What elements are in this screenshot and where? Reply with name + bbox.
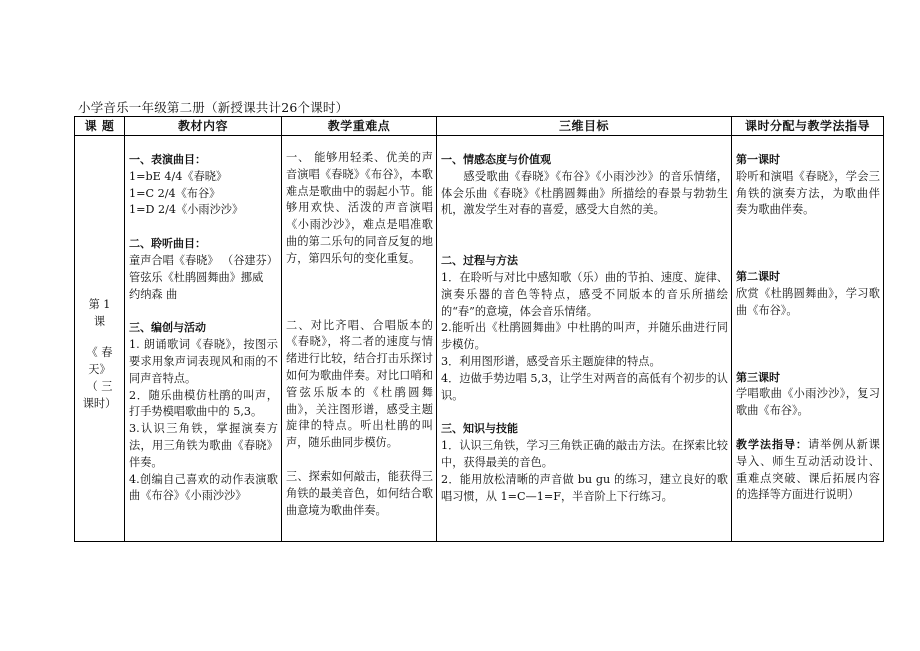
topic-line: 第 1 [88, 298, 111, 311]
objectives-paragraph: 1．认识三角铁，学习三角铁正确的敲击方法。在探索比较中，获得最美的音色。 [441, 439, 728, 469]
key-points-paragraph: 二、对比齐唱、合唱版本的《春晓》，将二者的速度与情绪进行比较，结合打击乐探讨如何为歌曲伴奏。对比口哨和管弦乐版本的《杜鹃圆舞曲》，关注图形谱，感受主题旋律的特点。听出杜鹃的叫声，随乐曲同步模仿。 [286, 318, 433, 450]
objectives-paragraph: 感受歌曲《春晓》《布谷》《小雨沙沙》的音乐情绪，体会乐曲《春晓》《杜鹃圆舞曲》所描绘的春景与勃勃生机，激发学生对春的喜爱，感受大自然的美。 [441, 169, 728, 217]
topic-line: 天》 [88, 363, 111, 376]
topic-line: （ 三 [86, 380, 113, 393]
topic-cell [75, 136, 125, 542]
objectives-paragraph: 3．利用图形谱，感受音乐主题旋律的特点。 [441, 354, 661, 368]
key-points-cell [282, 136, 437, 542]
objectives-paragraph: 4．边做手势边唱 5,3，让学生对两音的高低有个初步的认识。 [441, 371, 728, 402]
content-line: 1=D 2/4《小雨沙沙》 [129, 203, 244, 217]
header-schedule: 课时分配与教学法指导 [732, 117, 884, 136]
topic-line: 课时） [82, 397, 117, 410]
header-key-points: 教学重难点 [282, 117, 437, 136]
header-row [75, 117, 884, 136]
objectives-paragraph: 2．能用放松清晰的声音做 bu gu 的练习，建立良好的歌唱习惯，从 1=C—1=F，半音阶上下行练习。 [441, 472, 728, 503]
content-section-title: 一、表演曲目： [129, 153, 206, 166]
schedule-lesson-text: 欣赏《杜鹃圆舞曲》，学习歌曲《布谷》。 [736, 286, 880, 317]
content-line: 童声合唱《春晓》 （谷建芬） [129, 253, 278, 267]
document-caption: 小学音乐一年级第二册（新授课共计26个课时） [78, 100, 349, 115]
guide-title: 教学法指导： [736, 437, 808, 451]
objectives-section-title: 一、情感态度与价值观 [441, 153, 551, 166]
content-cell [125, 136, 282, 542]
schedule-lesson-title: 第三课时 [736, 370, 780, 384]
key-points-paragraph: 三、探索如何敲击，能获得三角铁的最美音色，如何结合歌曲意境为歌曲伴奏。 [286, 469, 433, 517]
teaching-method-guide [736, 437, 880, 504]
key-points-paragraph: 一、 能够用轻柔、优美的声音演唱《春晓》《布谷》，本歌难点是歌曲中的弱起小节。能够用欢快、活泼的声音演唱《小雨沙沙》，难点是唱准歌曲的第二乐句的同音反复的地方，第四乐句的变化重复。 [286, 151, 433, 265]
content-paragraph: 4.创编自己喜欢的动作表演歌曲《布谷》《小雨沙沙》 [129, 472, 278, 503]
content-paragraph: 2．随乐曲模仿杜鹃的叫声，打手势模唱歌曲中的 5,3。 [129, 388, 278, 419]
schedule-lesson-title: 第一课时 [736, 153, 780, 166]
objectives-paragraph: 1．在聆听与对比中感知歌（乐）曲的节拍、速度、旋律、演奏乐器的音色等特点，感受不同版本的音乐所描绘的“春”的意境，体会音乐情绪。 [441, 270, 728, 318]
lesson-row [75, 136, 884, 542]
content-line: 约纳森 曲 [129, 287, 178, 301]
guide-text: 请举例从新课导入、师生互动活动设计、重难点突破、课后拓展内容的选择等方面进行说明） [736, 437, 880, 502]
objectives-cell [437, 136, 732, 542]
header-content: 教材内容 [125, 117, 282, 136]
schedule-lesson-title: 第二课时 [736, 270, 780, 284]
content-line: 管弦乐《杜鹃圆舞曲》挪威 [129, 270, 264, 284]
content-line: 1=C 2/4《布谷》 [129, 186, 221, 200]
topic-line: 《 春 [86, 346, 113, 359]
content-section-title: 二、聆听曲目： [129, 237, 206, 251]
content-paragraph: 1. 朗诵歌词《春晓》，按图示要求用象声词表现风和雨的不同声音特点。 [129, 338, 278, 385]
schedule-cell [732, 136, 884, 542]
topic-line: 课 [93, 315, 106, 328]
schedule-lesson-text: 学唱歌曲《小雨沙沙》，复习歌曲《布谷》。 [736, 387, 880, 418]
content-paragraph: 3.认识三角铁，掌握演奏方法，用三角铁为歌曲《春晓》伴奏。 [129, 422, 278, 469]
objectives-section-title: 二、过程与方法 [441, 254, 518, 268]
header-topic: 课 题 [75, 117, 125, 136]
header-objectives: 三维目标 [437, 117, 732, 136]
objectives-paragraph: 2.能听出《杜鹃圆舞曲》中杜鹃的叫声，并随乐曲进行同步模仿。 [441, 321, 728, 352]
content-line: 1=bE 4/4《春晓》 [129, 169, 228, 183]
lesson-plan-table [74, 116, 884, 542]
content-section-title: 三、编创与活动 [129, 321, 206, 335]
objectives-section-title: 三、知识与技能 [441, 422, 518, 436]
schedule-lesson-text: 聆听和演唱《春晓》，学会三角铁的演奏方法，为歌曲伴奏为歌曲伴奏。 [736, 169, 880, 217]
